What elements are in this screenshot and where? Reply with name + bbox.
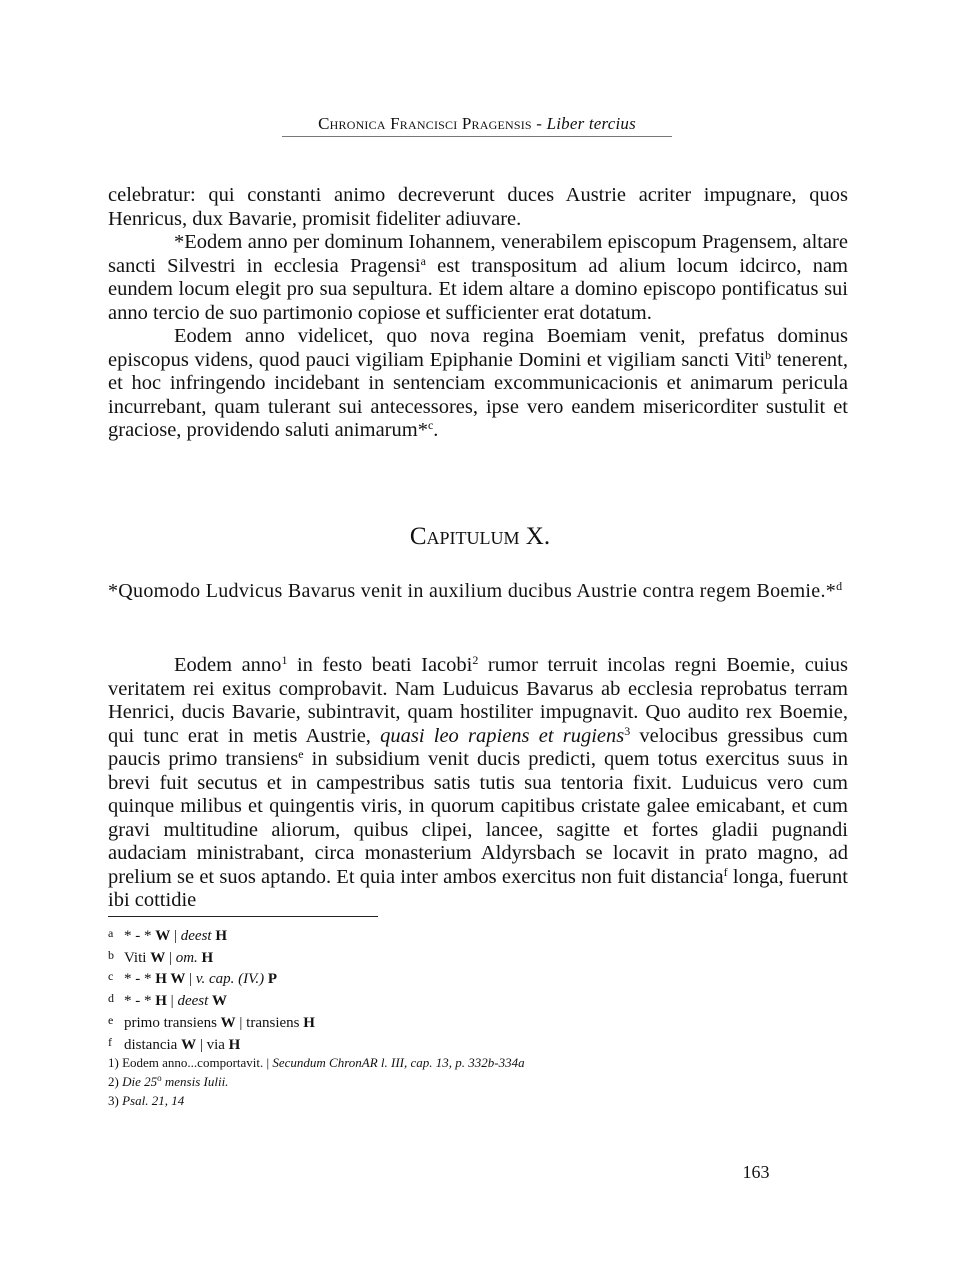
paragraph xyxy=(108,654,848,913)
footnote-divider xyxy=(108,916,378,917)
paragraph xyxy=(108,325,848,443)
paragraph-text: tenerent, et hoc infringendo incidebant in sentenciam excommunicacionis et animarum pericula incurrebant, quam tulerant sui antecessores, ipse vero eandem misericorditer sustulit et graciose, providendo saluti animarum* xyxy=(108,348,848,441)
footnote-ref: c xyxy=(427,418,434,432)
biblical-quote: quasi leo rapiens et rugiens xyxy=(380,724,625,747)
chapter-heading: Capitulum X. xyxy=(409,523,551,550)
running-head xyxy=(282,114,672,137)
source-ref: 3 xyxy=(624,723,631,738)
footnote-f: f distancia W | via H xyxy=(108,1034,241,1053)
paragraph-text: Eodem anno xyxy=(174,654,282,676)
footnote-ref: f xyxy=(723,864,728,879)
paragraph-text: in subsidium venit ducis predicti, quem totus exercitus suus in brevi fuit secutus et in campestribus satis tutis sua tentoria fixit. Luduicus vero cum quinque milibus et quingentis viris, in quorum capitibus cristate galee emicabant, et cum gravi multitudine aliorum, quibus clipei, lancee, sagitte et fortes gladii pugnandi audaciam ministrabant, circa monasterium Aldyrsbach se locavit in prato magno, ad prelium se et suos aptando. Et quia inter ambos exercitus non fuit distancia xyxy=(108,748,848,888)
page-number: 163 xyxy=(742,1162,770,1182)
footnote-ref: b xyxy=(765,347,772,362)
running-head-title: Chronica Francisci Pragensis xyxy=(318,114,532,133)
paragraph xyxy=(108,231,848,325)
paragraph-text: celebratur: qui constanti animo decreverunt duces Austrie acriter impugnare, quos Henricus, dux Bavarie, promisit fideliter adiuvare. xyxy=(108,184,848,230)
chapter-title-text: *Quomodo Ludvicus Bavarus venit in auxilium ducibus Austrie contra regem Boemie.* xyxy=(108,580,837,602)
paragraph-text: rumor terruit incolas regni Boemie, cuius veritatem rei exitus comprobavit. Nam Luduicus Bavarus ab ecclesia reprobatus terram Henrici, ducis Bavarie, subintravit, quam hostiliter impugnavit. Quo audito rex Boemie, qui tunc erat in metis Austrie, xyxy=(108,654,848,747)
running-head-section: Liber tercius xyxy=(546,114,636,133)
source-ref: 1 xyxy=(281,653,288,667)
footnote-e: e primo transiens W | transiens H xyxy=(108,1012,315,1031)
text-block-main xyxy=(108,654,848,913)
paragraph-text: . xyxy=(433,419,439,441)
footnote-ref: d xyxy=(836,579,843,593)
paragraph-text: longa, fuerunt ibi cottidie xyxy=(108,865,849,911)
source-note-2: 2) Die 25$^o$ mensis Iulii. xyxy=(108,1072,229,1089)
footnote-ref: a xyxy=(420,253,426,268)
footnote-a: a * - * W | deest H xyxy=(108,926,228,944)
paragraph-text: *Eodem anno per dominum Iohannem, venerabilem episcopum Pragensem, altare sancti Silvestri in ecclesia Pragensi xyxy=(108,231,848,277)
footnote-ref: e xyxy=(298,747,304,761)
paragraph xyxy=(108,184,848,231)
footnotes xyxy=(108,924,708,1110)
text-block-top xyxy=(108,184,848,443)
chapter-title xyxy=(108,580,848,604)
paragraph-text: velocibus gressibus cum paucis primo transiens xyxy=(108,724,848,770)
source-note-3: 3) Psal. 21, 14 xyxy=(108,1092,185,1108)
footnote-d: d * - * H | deest W xyxy=(108,991,228,1010)
footnote-b: b Viti W | om. H xyxy=(108,947,214,966)
paragraph-text: est transpositum ad alium locum idcirco, nam eundem locum elegit pro sua sepultura. Et idem altare a domino episcopo pontificatus sui anno tercio de suo partimonio copiose et sufficienter erat dotatum. xyxy=(108,254,849,324)
source-note-1: 1) Eodem anno...comportavit. | Secundum ChronAR l. III, cap. 13, p. 332b-334a xyxy=(108,1055,525,1071)
paragraph-text: Eodem anno videlicet, quo nova regina Boemiam venit, prefatus dominus episcopus videns, quod pauci vigiliam Epiphanie Domini et vigiliam sancti Viti xyxy=(108,325,848,371)
running-head-separator: - xyxy=(531,114,547,133)
source-ref: 2 xyxy=(472,653,479,667)
footnote-c: c * - * H W | v. cap. (IV.) P xyxy=(108,969,278,988)
paragraph-text: in festo beati Iacobi xyxy=(287,654,473,676)
